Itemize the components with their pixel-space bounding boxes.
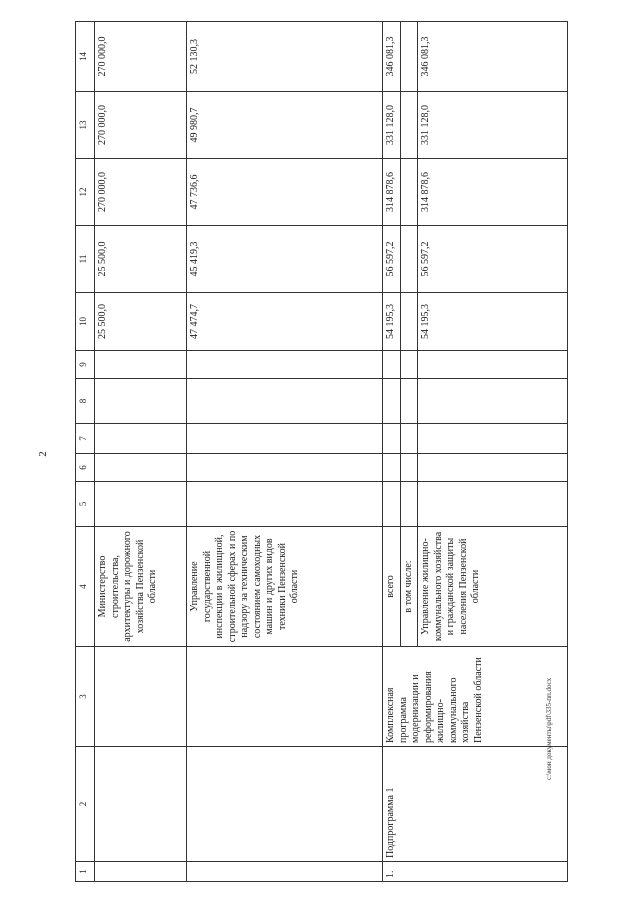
cell [187, 482, 383, 527]
cell [95, 647, 187, 747]
subprogram-cell: Подпрограмма 1 [383, 747, 568, 862]
table-row [187, 22, 383, 882]
cell [400, 482, 418, 527]
cell [95, 454, 187, 482]
value-cell: 314 878,6 [383, 159, 401, 226]
value-cell [400, 226, 418, 293]
cell [383, 351, 401, 379]
cell [400, 379, 418, 424]
value-cell: 56 597,2 [383, 226, 401, 293]
cell [95, 379, 187, 424]
value-cell: 52 130,3 [187, 22, 383, 92]
value-cell: 314 878,6 [418, 159, 568, 226]
value-cell: 270 000,0 [95, 22, 187, 92]
col-header: 6 [76, 454, 95, 482]
col-header: 10 [76, 293, 95, 351]
value-cell [400, 22, 418, 92]
col-header: 11 [76, 226, 95, 293]
agency-cell: в том числе: [400, 527, 418, 647]
page-number: 2 [36, 451, 49, 457]
value-cell [400, 92, 418, 159]
table-row [383, 22, 401, 882]
cell [418, 454, 568, 482]
value-cell: 54 195,3 [383, 293, 401, 351]
cell [418, 482, 568, 527]
cell [383, 424, 401, 454]
cell [187, 379, 383, 424]
cell [187, 424, 383, 454]
col-header: 13 [76, 92, 95, 159]
cell [95, 862, 187, 882]
cell [187, 647, 383, 747]
col-header: 2 [76, 747, 95, 862]
value-cell: 25 500,0 [95, 293, 187, 351]
value-cell: 331 128,0 [418, 92, 568, 159]
cell [400, 351, 418, 379]
budget-table [75, 21, 568, 882]
value-cell: 25 500,0 [95, 226, 187, 293]
agency-cell: Управление государственной инспекции в жилищной, строительной сферах и по надзору за техническим состоянием самоходных машин и других видов техники Пензенской области [187, 527, 383, 647]
cell [95, 351, 187, 379]
value-cell: 49 980,7 [187, 92, 383, 159]
value-cell: 346 081,3 [383, 22, 401, 92]
cell [95, 747, 187, 862]
agency-cell: Министерство строительства, архитектуры и дорожного хозяйства Пензенской области [95, 527, 187, 647]
value-cell [400, 159, 418, 226]
agency-cell: Управление жилищно-коммунального хозяйства и гражданской защиты населения Пензенской области [418, 527, 568, 647]
cell [187, 862, 383, 882]
cell [400, 424, 418, 454]
col-header: 7 [76, 424, 95, 454]
row-number-cell: 1. [383, 862, 568, 882]
col-header: 4 [76, 527, 95, 647]
col-header: 8 [76, 379, 95, 424]
col-header: 5 [76, 482, 95, 527]
cell [95, 482, 187, 527]
cell [418, 379, 568, 424]
col-header: 1 [76, 862, 95, 882]
header-row [76, 22, 95, 882]
cell [383, 482, 401, 527]
agency-cell: всего [383, 527, 401, 647]
cell [418, 424, 568, 454]
cell [383, 379, 401, 424]
value-cell: 331 128,0 [383, 92, 401, 159]
value-cell: 45 419,3 [187, 226, 383, 293]
program-name-cell: Комплексная программа модернизации и реформирования жилищно-коммунального хозяйства Пензенской области [383, 647, 568, 747]
col-header: 14 [76, 22, 95, 92]
value-cell: 54 195,3 [418, 293, 568, 351]
value-cell: 56 597,2 [418, 226, 568, 293]
value-cell: 270 000,0 [95, 159, 187, 226]
cell [187, 351, 383, 379]
col-header: 3 [76, 647, 95, 747]
cell [95, 424, 187, 454]
col-header: 9 [76, 351, 95, 379]
value-cell: 270 000,0 [95, 92, 187, 159]
cell [187, 454, 383, 482]
col-header: 12 [76, 159, 95, 226]
budget-table-rotated [75, 22, 580, 882]
cell [418, 351, 568, 379]
cell [400, 454, 418, 482]
cell [383, 454, 401, 482]
value-cell: 47 474,7 [187, 293, 383, 351]
cell [187, 747, 383, 862]
value-cell: 346 081,3 [418, 22, 568, 92]
footer-file-path: c:\мои документы\pdf\335-пп.docx [545, 677, 553, 780]
value-cell: 47 736,6 [187, 159, 383, 226]
value-cell [400, 293, 418, 351]
table-row [95, 22, 187, 882]
